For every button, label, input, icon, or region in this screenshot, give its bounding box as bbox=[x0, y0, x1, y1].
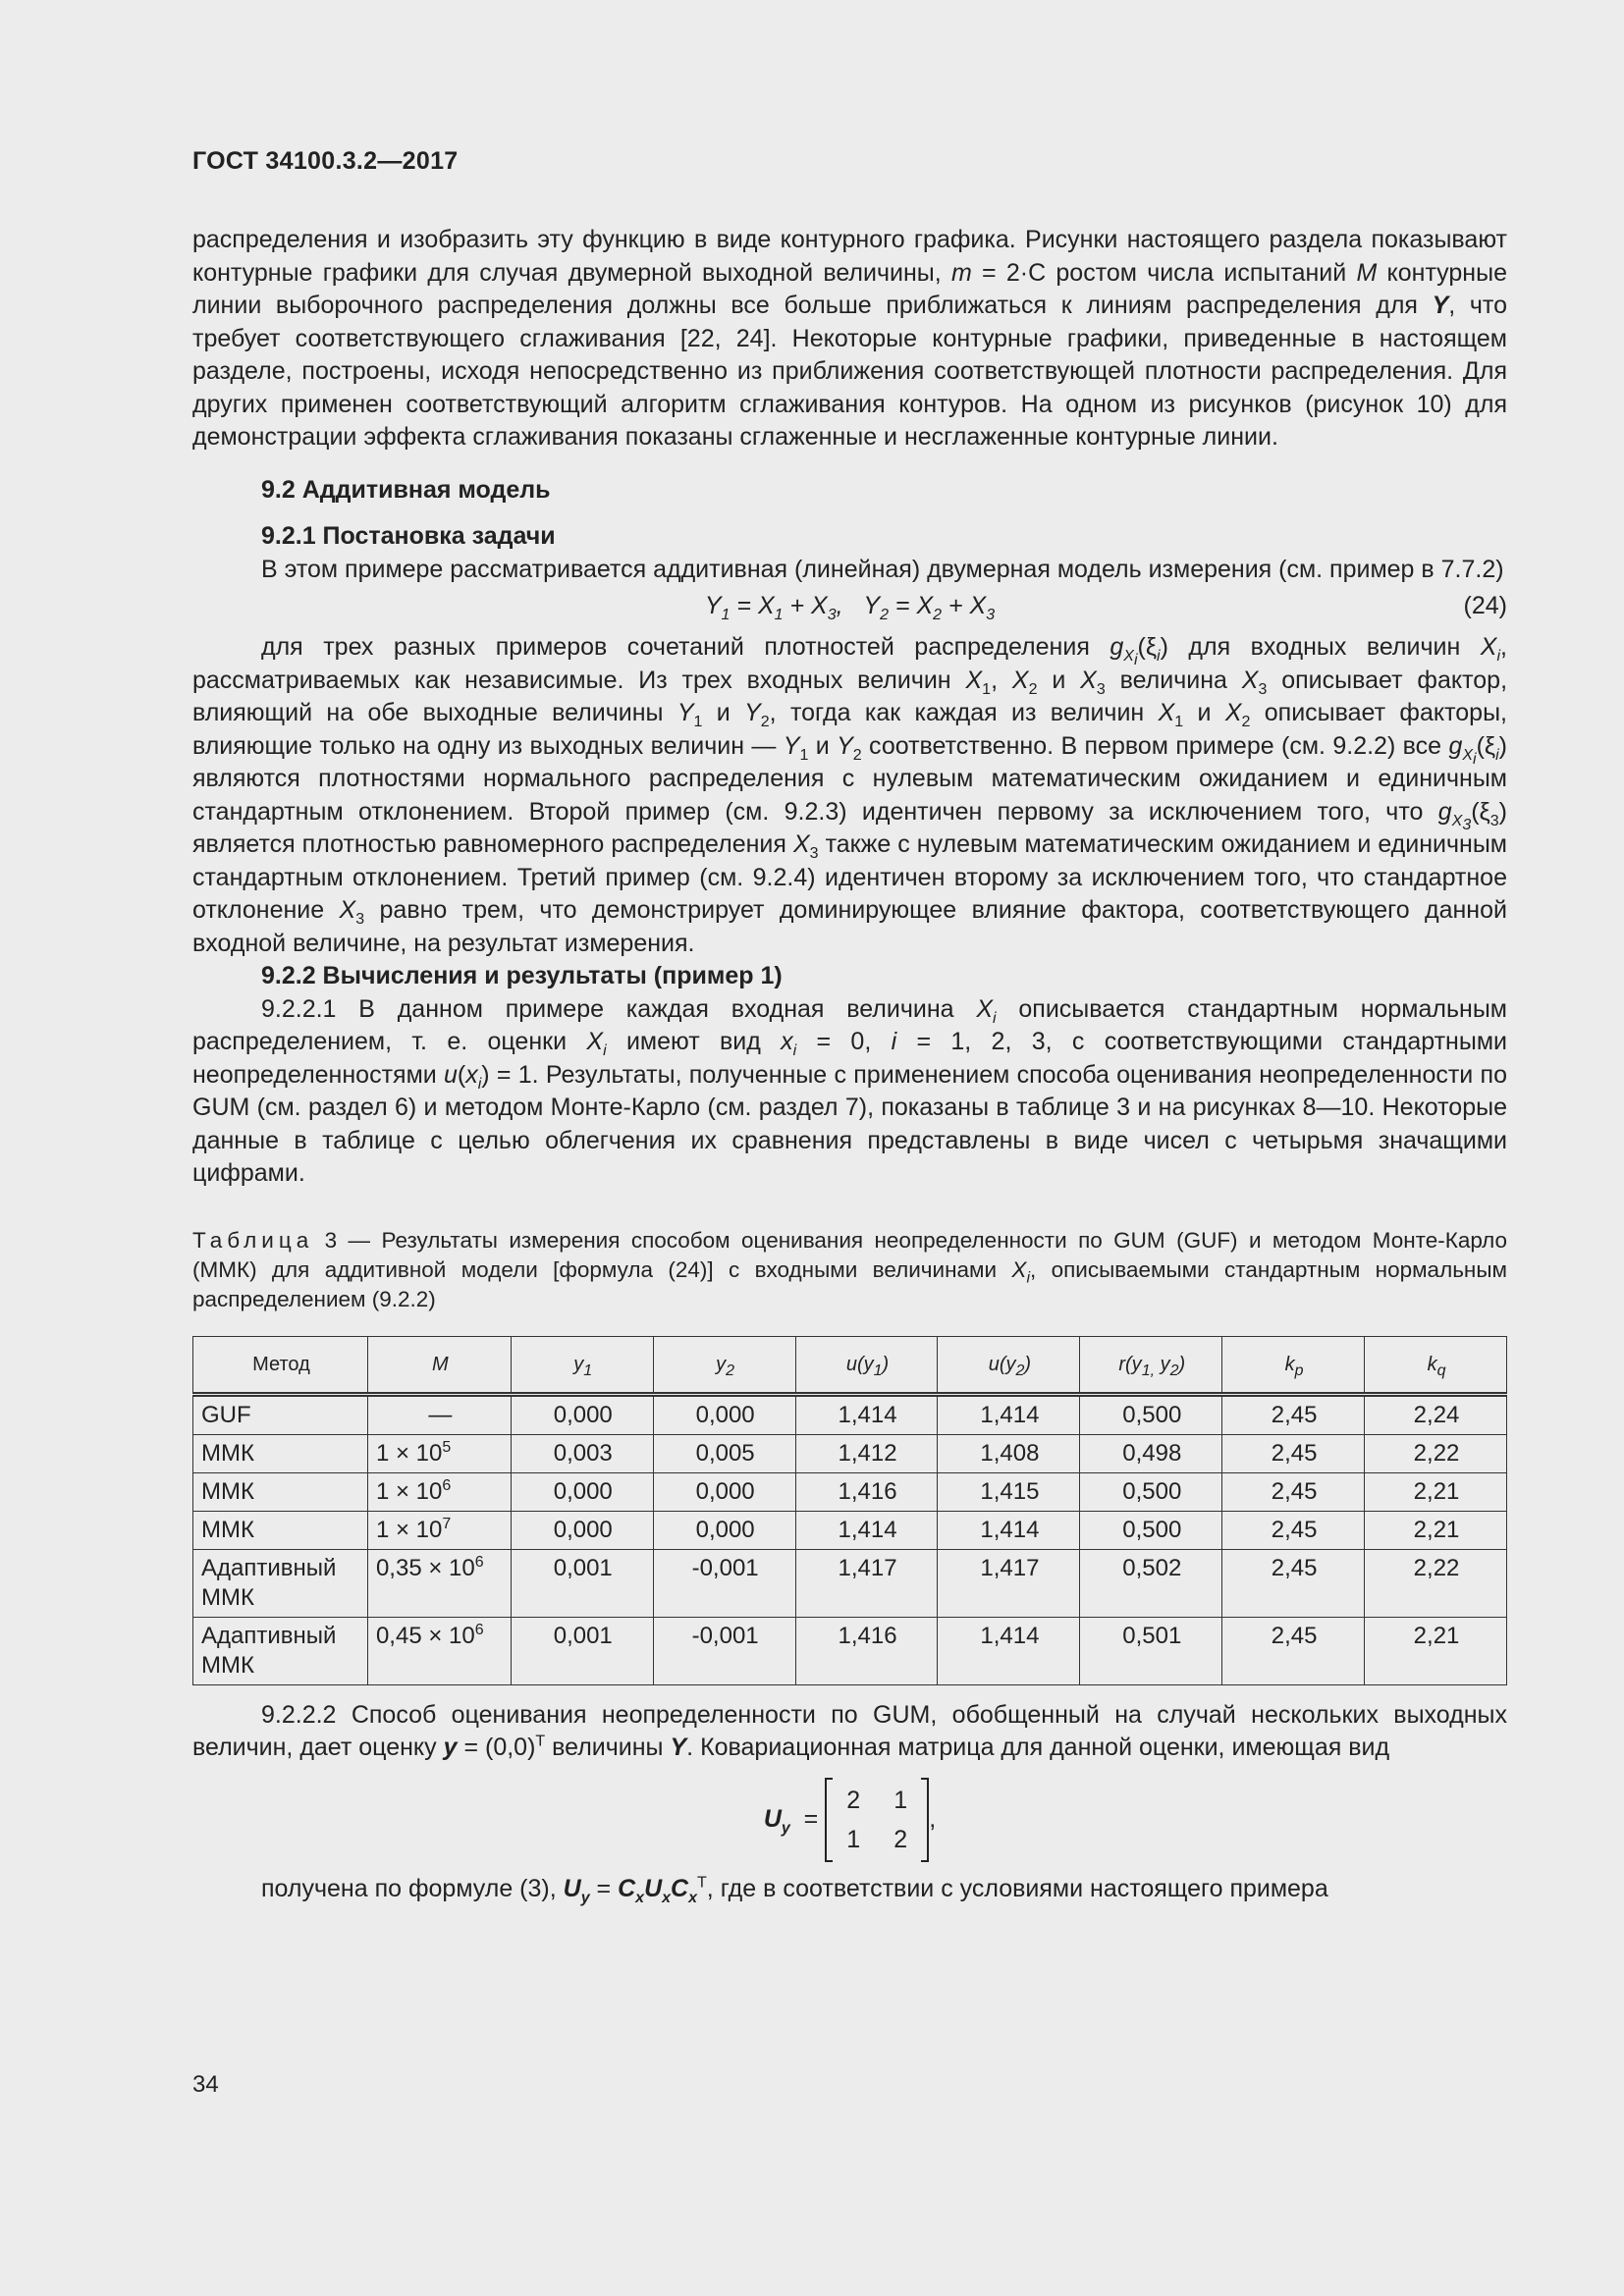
table-cell: 2,22 bbox=[1365, 1434, 1507, 1472]
table-cell-method: ММК bbox=[193, 1511, 368, 1549]
table-cell: 2,21 bbox=[1365, 1511, 1507, 1549]
table-row bbox=[193, 1394, 1507, 1434]
table-cell: 1,414 bbox=[795, 1394, 938, 1434]
table-cell: 2,45 bbox=[1222, 1472, 1365, 1511]
table-cell: 1,414 bbox=[938, 1511, 1080, 1549]
table-cell: 2,45 bbox=[1222, 1511, 1365, 1549]
table-cell: 0,000 bbox=[653, 1394, 795, 1434]
table-cell: 0,000 bbox=[653, 1472, 795, 1511]
matrix-cell: 1 bbox=[893, 1786, 908, 1814]
table-row bbox=[193, 1549, 1507, 1617]
table-cell: 0,003 bbox=[511, 1434, 653, 1472]
table-cell: $0,35 \times 10^6$ bbox=[367, 1549, 511, 1617]
table-cell: 0,000 bbox=[511, 1511, 653, 1549]
document-header: ГОСТ 34100.3.2—2017 bbox=[192, 147, 459, 175]
header-kp: $k_p$ bbox=[1222, 1336, 1365, 1394]
header-kq: $k_q$ bbox=[1365, 1336, 1507, 1394]
table-cell: 2,22 bbox=[1365, 1549, 1507, 1617]
table-cell: $1 \times 10^7$ bbox=[367, 1511, 511, 1549]
table-cell: 0,000 bbox=[511, 1472, 653, 1511]
table-cell: 1,414 bbox=[938, 1617, 1080, 1684]
table-cell: 1,417 bbox=[795, 1549, 938, 1617]
table-cell: 1,414 bbox=[938, 1394, 1080, 1434]
table-cell: 2,45 bbox=[1222, 1434, 1365, 1472]
table-cell-method: Адаптивный ММК bbox=[193, 1617, 368, 1684]
table-cell: -0,001 bbox=[653, 1617, 795, 1684]
table-cell: $0,45 \times 10^6$ bbox=[367, 1617, 511, 1684]
section-heading-9-2-1: 9.2.1 Постановка задачи bbox=[261, 522, 556, 550]
table-header-row bbox=[193, 1336, 1507, 1394]
covariance-matrix-formula: $U_y$ = 2 1 1 2 , bbox=[192, 1779, 1507, 1861]
table-cell-method: ММК bbox=[193, 1472, 368, 1511]
table-cell: 2,24 bbox=[1365, 1394, 1507, 1434]
header-method: Метод bbox=[193, 1336, 368, 1394]
table-cell: 2,45 bbox=[1222, 1549, 1365, 1617]
header-m: M bbox=[367, 1336, 511, 1394]
header-y1: $y_1$ bbox=[511, 1336, 653, 1394]
matrix-label: $U_y$ bbox=[763, 1804, 790, 1837]
formula-24 bbox=[192, 590, 1507, 629]
table-cell: 0,001 bbox=[511, 1617, 653, 1684]
table-cell: 0,500 bbox=[1080, 1394, 1222, 1434]
table-row bbox=[193, 1511, 1507, 1549]
section-heading-9-2-2: 9.2.2 Вычисления и результаты (пример 1) bbox=[261, 962, 783, 989]
table-cell: 0,500 bbox=[1080, 1472, 1222, 1511]
table-cell: 1,417 bbox=[938, 1549, 1080, 1617]
table-caption: Таблица 3 — Результаты измерения способом оценивания неопределенности по GUM (GUF) и методом Монте-Карло (ММК) для аддитивной модели [формула (24)] с входными величинами $X_i$, описываемыми стандартным нормальным распределением (9.2.2) bbox=[192, 1227, 1507, 1311]
table-cell: 2,45 bbox=[1222, 1394, 1365, 1434]
matrix-cell: 2 bbox=[846, 1786, 861, 1814]
formula-24-number: (24) bbox=[1463, 592, 1507, 619]
table-cell: -0,001 bbox=[653, 1549, 795, 1617]
table-cell: $1 \times 10^6$ bbox=[367, 1472, 511, 1511]
matrix-cell: 2 bbox=[893, 1825, 908, 1853]
table-cell: 2,45 bbox=[1222, 1617, 1365, 1684]
table-cell: 2,21 bbox=[1365, 1472, 1507, 1511]
table-cell-method: Адаптивный ММК bbox=[193, 1549, 368, 1617]
table-cell: 1,416 bbox=[795, 1472, 938, 1511]
table-cell: 0,005 bbox=[653, 1434, 795, 1472]
page-content bbox=[192, 224, 1507, 1905]
table-cell: 1,414 bbox=[795, 1511, 938, 1549]
intro-paragraph: распределения и изобразить эту функцию в виде контурного графика. Рисунки настоящего раздела показывают контурные графики для случая двумерной выходной величины, m = 2·С ростом числа испытаний M контурные линии выборочного распределения должны все больше приближаться к линиям распределения для Y, что требует соответствующего сглаживания [22, 24]. Некоторые контурные графики, приведенные в настоящем разделе, построены, исходя непосредственно из приближения соответствующей плотности распределения. Для других применен соответствующий алгоритм сглаживания контуров. На одном из рисунков (рисунок 10) для демонстрации эффекта сглаживания показаны сглаженные и несглаженные контурные линии. bbox=[192, 226, 1507, 451]
table-cell: 2,21 bbox=[1365, 1617, 1507, 1684]
section-heading-9-2: 9.2 Аддитивная модель bbox=[261, 475, 551, 504]
header-u-y2: $u(y_2)$ bbox=[938, 1336, 1080, 1394]
page-number: 34 bbox=[192, 2071, 219, 2098]
matrix-cell: 1 bbox=[846, 1825, 861, 1853]
table-cell: 1,415 bbox=[938, 1472, 1080, 1511]
table-cell: 1,408 bbox=[938, 1434, 1080, 1472]
table-cell: — bbox=[367, 1394, 511, 1434]
table-cell-method: ММК bbox=[193, 1434, 368, 1472]
table-cell: 1,416 bbox=[795, 1617, 938, 1684]
table-row bbox=[193, 1472, 1507, 1511]
table-cell: $1 \times 10^5$ bbox=[367, 1434, 511, 1472]
table-cell: 0,000 bbox=[511, 1394, 653, 1434]
paragraph-9-2-1: В этом примере рассматривается аддитивная (линейная) двумерная модель измерения (см. пример в 7.7.2) bbox=[261, 555, 1504, 583]
table-cell: 0,500 bbox=[1080, 1511, 1222, 1549]
table-row bbox=[193, 1434, 1507, 1472]
paragraph-formula-3: получена по формуле (3), $U_y = C_xU_xC_x^T$, где в соответствии с условиями настоящего примера bbox=[261, 1874, 1328, 1906]
table-cell: 1,412 bbox=[795, 1434, 938, 1472]
table-cell: 0,502 bbox=[1080, 1549, 1222, 1617]
table-cell: 0,000 bbox=[653, 1511, 795, 1549]
header-r-y1-y2: $r(y_{1,}$ $y_2$) bbox=[1080, 1336, 1222, 1394]
header-u-y1: $u(y_1)$ bbox=[795, 1336, 938, 1394]
paragraph-9-2-2-1: 9.2.2.1 В данном примере каждая входная величина $X_i$ описывается стандартным нормальным распределением, т. е. оценки $X_i$ имеют вид $x_i = 0$, i = 1, 2, 3, с соответствующими стандартными неопределенностями $u(x_i) = 1$. Результаты, полученные с применением способа оценивания неопределенности по GUM (см. раздел 6) и методом Монте-Карло (см. раздел 7), показаны в таблице 3 и на рисунках 8—10. Некоторые данные в таблице с целью облегчения их сравнения представлены в виде чисел с четырьмя значащими цифрами. bbox=[192, 994, 1507, 1187]
covariance-matrix bbox=[825, 1779, 929, 1861]
formula-24-expression: $Y_1 = X_1 + X_3$, $Y_2 = X_2 + X_3$ bbox=[704, 592, 996, 623]
table-cell: 0,501 bbox=[1080, 1617, 1222, 1684]
results-table bbox=[192, 1336, 1507, 1685]
paragraph-9-2-2-2: 9.2.2.2 Способ оценивания неопределенности по GUM, обобщенный на случай нескольких выходных величин, дает оценку $y = (0,0)^T$ величины Y. Ковариационная матрица для данной оценки, имеющая вид bbox=[192, 1700, 1507, 1761]
table-cell-method: GUF bbox=[193, 1394, 368, 1434]
table-cell: 0,498 bbox=[1080, 1434, 1222, 1472]
table-caption-label: Таблица bbox=[192, 1227, 314, 1253]
table-cell: 0,001 bbox=[511, 1549, 653, 1617]
table-row bbox=[193, 1617, 1507, 1684]
paragraph-9-2-1-models: для трех разных примеров сочетаний плотностей распределения $g_{X_i}(\xi_i)$ для входных величин $X_i$, рассматриваемых как независимые. Из трех входных величин $X_1$, $X_2$ и $X_3$ величина $X_3$ описывает фактор, влияющий на обе выходные величины $Y_1$ и $Y_2$, тогда как каждая из величин $X_1$ и $X_2$ описывает факторы, влияющие только на одну из выходных величин — $Y_1$ и $Y_2$ соответственно. В первом примере (см. 9.2.2) все $g_{X_i}(\xi_i)$ являются плотностями нормального распределения с нулевым математическим ожиданием и единичным стандартным отклонением. Второй пример (см. 9.2.3) идентичен первому за исключением того, что $g_{X_3}(\xi_3)$ является плотностью равномерного распределения $X_3$ также с нулевым математическим ожиданием и единичным стандартным отклонением. Третий пример (см. 9.2.4) идентичен второму за исключением того, что стандартное отклонение $X_3$ равно трем, что демонстрирует доминирующее влияние фактора, соответствующего данной входной величине, на результат измерения. bbox=[192, 633, 1508, 957]
header-y2: $y_2$ bbox=[653, 1336, 795, 1394]
